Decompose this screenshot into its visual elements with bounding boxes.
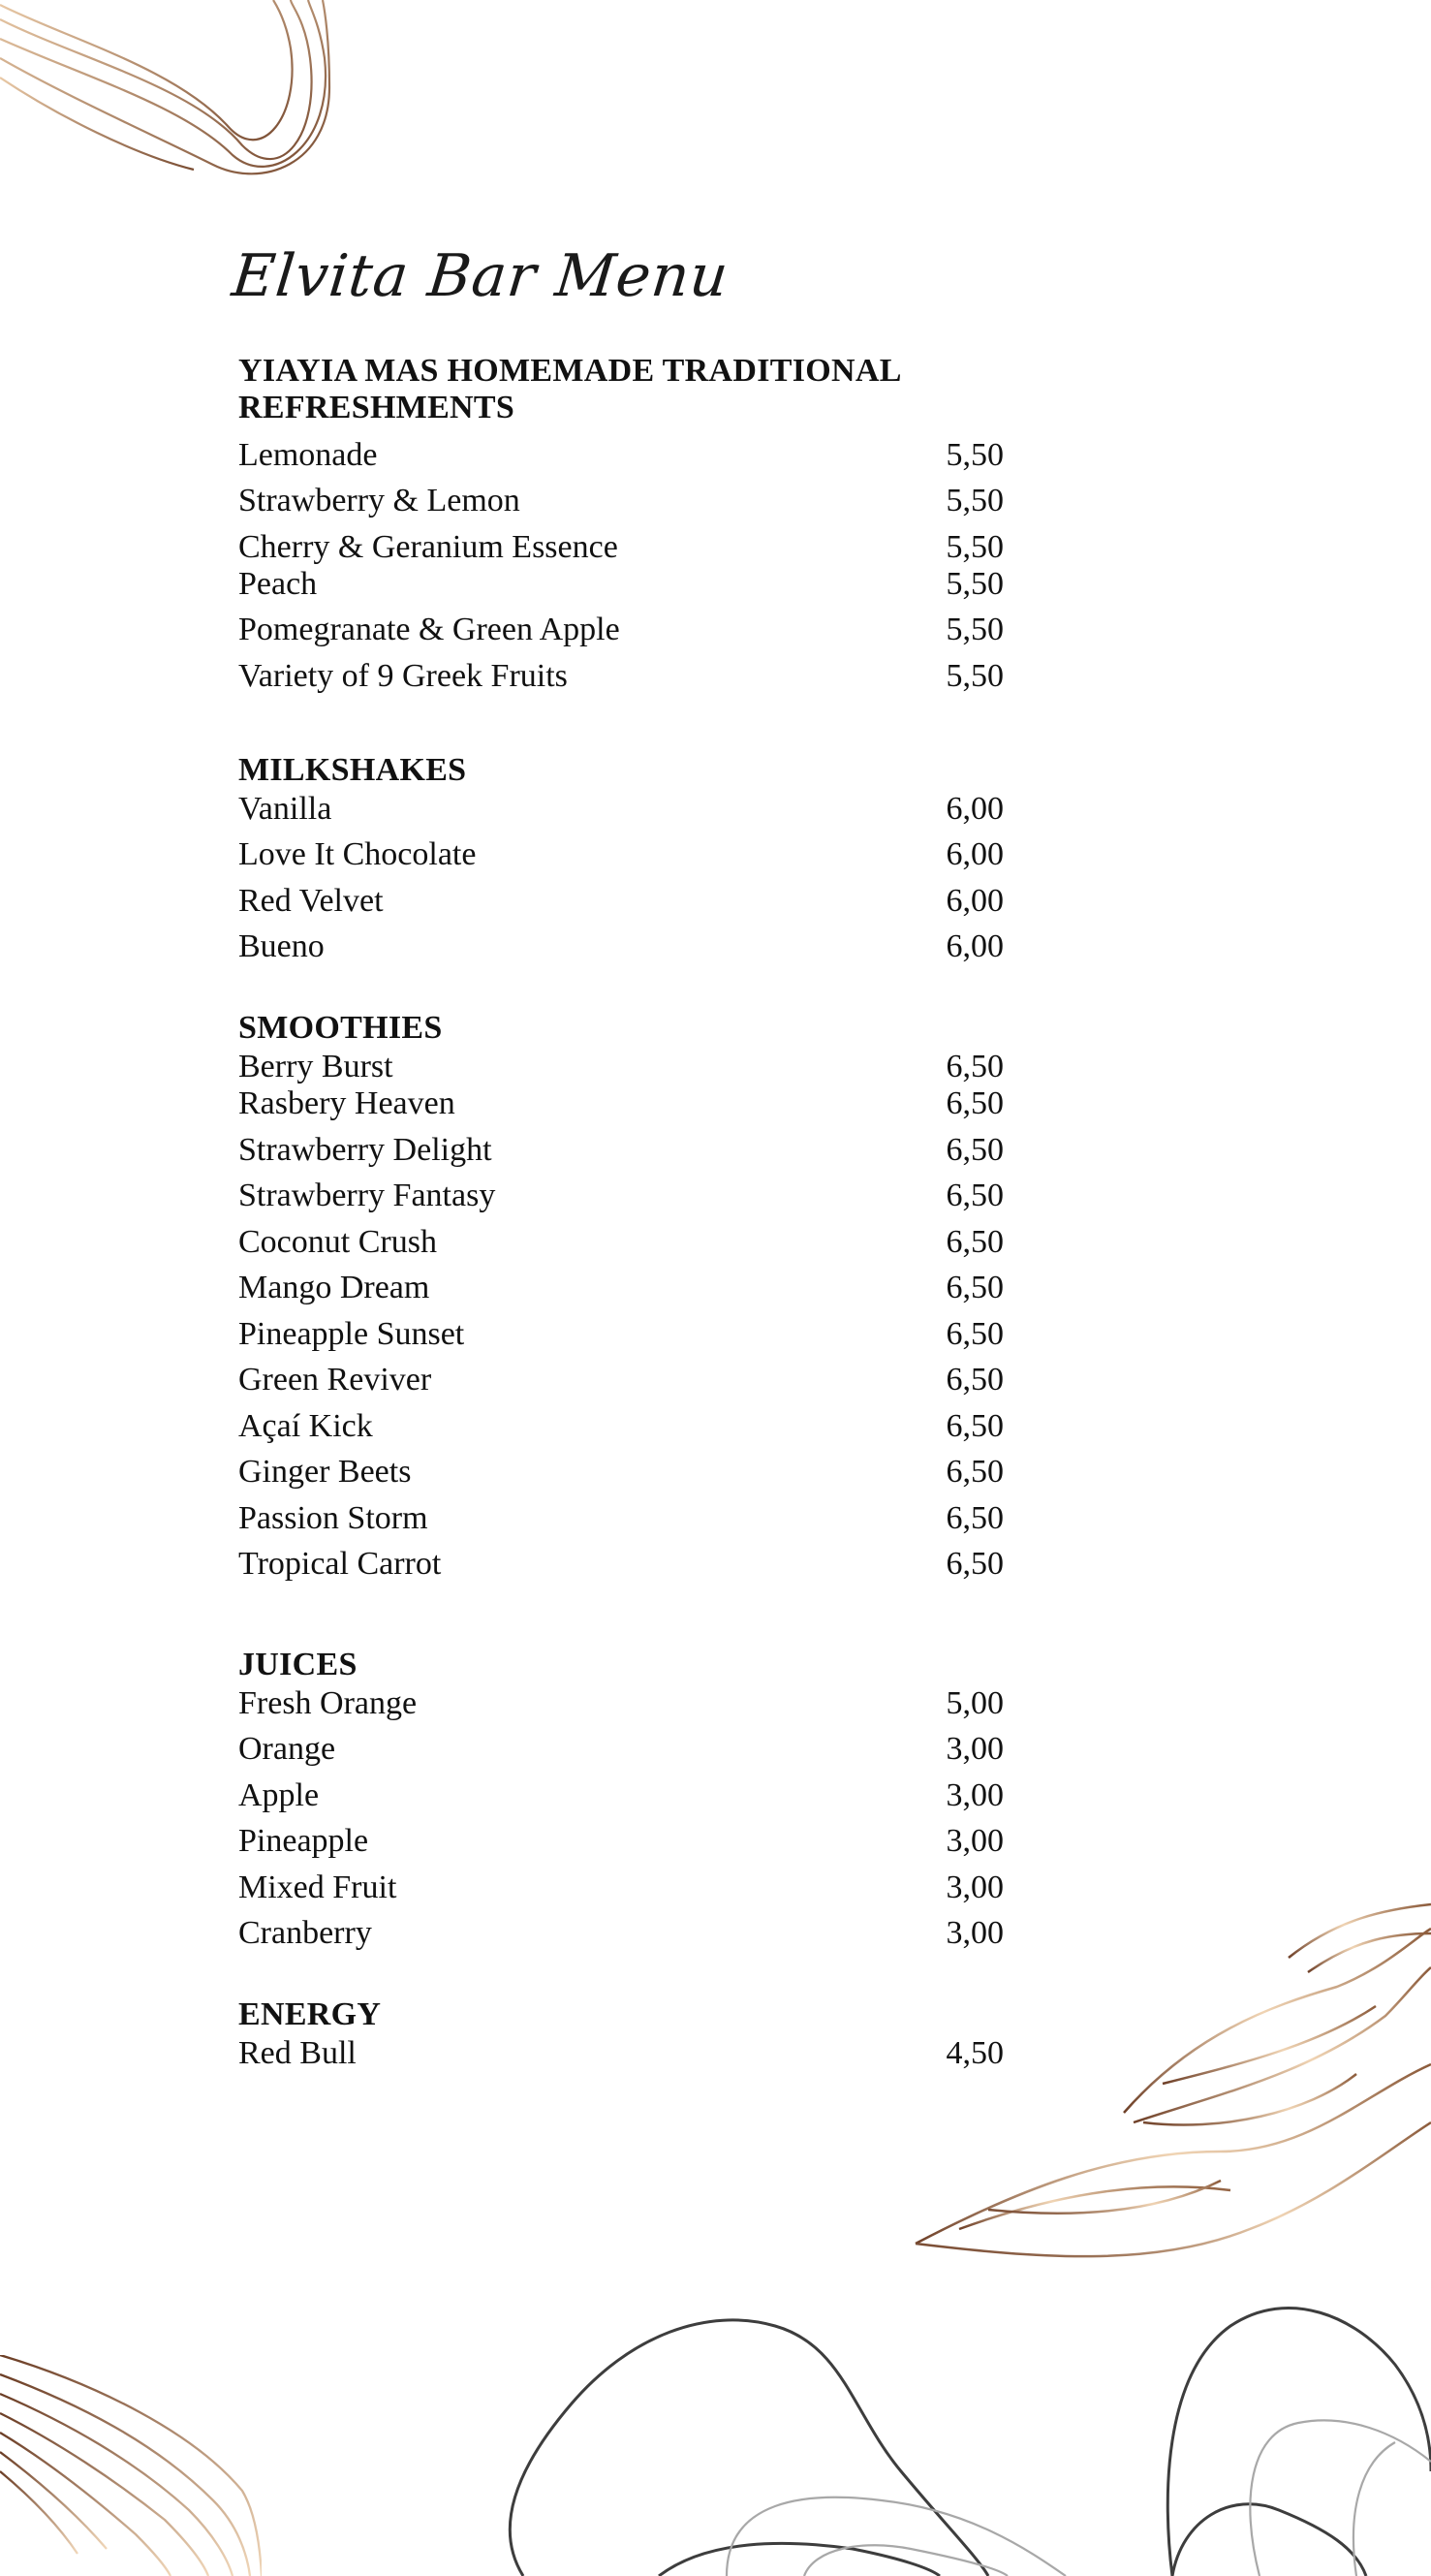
- item-name: Tropical Carrot: [238, 1546, 442, 1582]
- menu-item: [238, 1729, 1004, 1770]
- section-smoothies: [238, 1010, 1004, 1582]
- item-price: 6,00: [946, 836, 1004, 872]
- item-price: 6,50: [946, 1408, 1004, 1444]
- item-name: Red Velvet: [238, 883, 384, 919]
- item-name: Strawberry Fantasy: [238, 1178, 496, 1213]
- section-heading: JUICES: [238, 1647, 358, 1682]
- menu-item: [238, 610, 1004, 650]
- item-price: 6,50: [946, 1132, 1004, 1168]
- section-refreshments: [238, 353, 1004, 694]
- menu-title: Elvita Bar Menu: [229, 242, 732, 310]
- item-price: 6,50: [946, 1224, 1004, 1260]
- item-price: 6,00: [946, 928, 1004, 964]
- section-heading: YIAYIA MAS HOMEMADE TRADITIONAL: [238, 353, 902, 389]
- section-heading: ENERGY: [238, 1996, 382, 2032]
- decorative-leaf-lines-top-left: [0, 0, 349, 184]
- item-name: Mixed Fruit: [238, 1869, 397, 1905]
- item-name: Bueno: [238, 928, 325, 964]
- menu-item: [238, 1084, 1004, 1124]
- item-name: Cherry & Geranium Essence: [238, 529, 618, 565]
- item-price: 3,00: [946, 1869, 1004, 1905]
- item-price: 6,50: [946, 1316, 1004, 1352]
- section-heading: SMOOTHIES: [238, 1010, 443, 1046]
- menu-item: [238, 881, 1004, 922]
- item-price: 6,50: [946, 1270, 1004, 1305]
- section-energy: [238, 1996, 1004, 2071]
- menu-item: [238, 789, 1004, 830]
- item-name: Coconut Crush: [238, 1224, 437, 1260]
- item-name: Strawberry & Lemon: [238, 483, 520, 518]
- item-name: Peach: [238, 566, 318, 602]
- item-name: Cranberry: [238, 1915, 372, 1951]
- item-price: 3,00: [946, 1915, 1004, 1951]
- item-price: 3,00: [946, 1777, 1004, 1813]
- section-juices: [238, 1647, 1004, 1951]
- menu-item: [238, 1130, 1004, 1171]
- menu-item: [238, 435, 1004, 476]
- item-name: Pineapple Sunset: [238, 1316, 465, 1352]
- section-milkshakes: [238, 752, 1004, 964]
- item-price: 6,00: [946, 791, 1004, 827]
- item-name: Rasbery Heaven: [238, 1085, 455, 1121]
- item-name: Açaí Kick: [238, 1408, 373, 1444]
- item-name: Pomegranate & Green Apple: [238, 612, 620, 647]
- item-price: 6,50: [946, 1049, 1004, 1084]
- item-name: Strawberry Delight: [238, 1132, 492, 1168]
- menu-item: [238, 1775, 1004, 1816]
- item-price: 5,50: [946, 483, 1004, 518]
- menu-item: [238, 1913, 1004, 1954]
- item-name: Ginger Beets: [238, 1454, 412, 1490]
- menu-item: [238, 1360, 1004, 1400]
- item-price: 6,50: [946, 1454, 1004, 1490]
- item-name: Passion Storm: [238, 1500, 428, 1536]
- menu-item: [238, 1498, 1004, 1539]
- item-name: Fresh Orange: [238, 1685, 418, 1721]
- item-price: 5,00: [946, 1685, 1004, 1721]
- menu-item: [238, 1868, 1004, 1908]
- menu-item: [238, 1683, 1004, 1724]
- item-name: Orange: [238, 1731, 336, 1767]
- menu-item: [238, 656, 1004, 697]
- item-name: Vanilla: [238, 791, 332, 827]
- item-price: 6,50: [946, 1178, 1004, 1213]
- menu-item: [238, 1406, 1004, 1447]
- item-price: 6,50: [946, 1500, 1004, 1536]
- item-price: 4,50: [946, 2035, 1004, 2071]
- menu-item: [238, 527, 1004, 568]
- menu-item: [238, 1222, 1004, 1263]
- item-name: Variety of 9 Greek Fruits: [238, 658, 568, 694]
- menu-item: [238, 1176, 1004, 1216]
- item-price: 5,50: [946, 566, 1004, 602]
- item-name: Love It Chocolate: [238, 836, 477, 872]
- item-price: 3,00: [946, 1823, 1004, 1859]
- menu-item: [238, 564, 1004, 605]
- item-name: Lemonade: [238, 437, 378, 473]
- menu-item: [238, 1452, 1004, 1492]
- section-heading: MILKSHAKES: [238, 752, 467, 788]
- item-name: Green Reviver: [238, 1362, 432, 1398]
- item-price: 6,50: [946, 1362, 1004, 1398]
- menu-item: [238, 2033, 1004, 2074]
- section-heading-line2: REFRESHMENTS: [238, 390, 515, 425]
- menu-item: [238, 927, 1004, 967]
- menu-item: [238, 1821, 1004, 1862]
- item-name: Apple: [238, 1777, 320, 1813]
- menu-item: [238, 1268, 1004, 1308]
- item-name: Pineapple: [238, 1823, 369, 1859]
- menu-item: [238, 1047, 1004, 1087]
- item-price: 5,50: [946, 529, 1004, 565]
- item-name: Mango Dream: [238, 1270, 430, 1305]
- menu-item: [238, 1314, 1004, 1355]
- menu-item: [238, 481, 1004, 521]
- item-price: 5,50: [946, 437, 1004, 473]
- item-price: 3,00: [946, 1731, 1004, 1767]
- item-price: 6,00: [946, 883, 1004, 919]
- menu-item: [238, 1544, 1004, 1585]
- item-price: 6,50: [946, 1546, 1004, 1582]
- decorative-leaf-lines-bottom-left: [0, 2355, 262, 2576]
- menu-item: [238, 834, 1004, 875]
- decorative-outline-leaves-bottom: [484, 2181, 1431, 2576]
- item-name: Berry Burst: [238, 1049, 393, 1084]
- item-price: 6,50: [946, 1085, 1004, 1121]
- decorative-leaf-lines-bottom-right: [901, 1900, 1431, 2307]
- item-name: Red Bull: [238, 2035, 357, 2071]
- item-price: 5,50: [946, 612, 1004, 647]
- item-price: 5,50: [946, 658, 1004, 694]
